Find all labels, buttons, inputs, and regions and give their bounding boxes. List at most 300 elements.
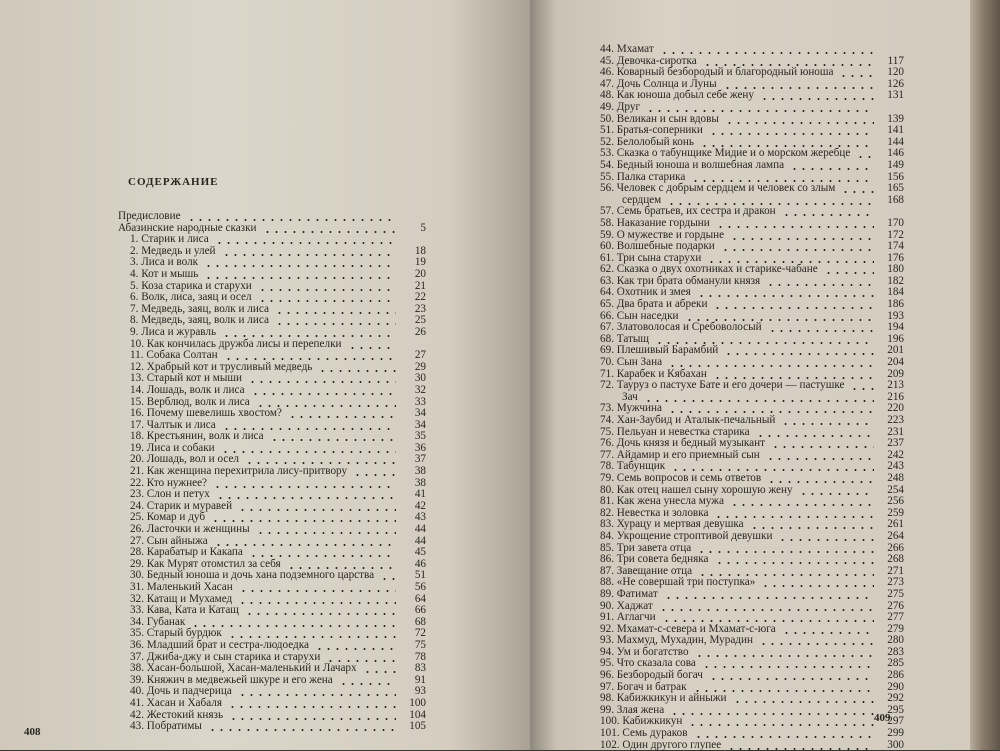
toc-entry-page: 41 <box>414 488 426 501</box>
toc-entry-page: 120 <box>887 66 904 79</box>
toc-entry <box>118 663 426 675</box>
leader-dots <box>222 335 396 337</box>
leader-dots <box>256 532 396 534</box>
toc-entry-page: 18 <box>414 244 426 257</box>
toc-entry-title: 47. Дочь Солнца и Луны <box>600 77 717 90</box>
leader-dots <box>318 370 396 372</box>
toc-entry-title: 13. Старый кот и мыши <box>130 372 242 385</box>
toc-entry-page: 172 <box>887 228 904 241</box>
toc-entry-title: 21. Как женщина перехитрила лису-притвору <box>130 465 348 478</box>
leader-dots <box>695 655 874 657</box>
toc-entry-page: 264 <box>887 529 904 542</box>
toc-entry-page: 273 <box>887 576 904 589</box>
leader-dots <box>766 284 874 286</box>
toc-entry-title: 73. Мужчина <box>600 402 662 415</box>
toc-entry-title: 63. Как три брата обманули князя <box>600 274 761 287</box>
leader-dots <box>709 678 874 680</box>
toc-entry-title: 16. Почему шевелишь хвостом? <box>130 407 282 420</box>
toc-entry <box>600 529 904 543</box>
toc-entry-title: 79. Семь вопросов и семь ответов <box>600 471 762 484</box>
toc-entry-page: 144 <box>887 135 904 148</box>
leader-dots <box>768 330 874 332</box>
toc-entry-title: 3. Лиса и волк <box>130 256 199 269</box>
toc-entry-title: 24. Старик и муравей <box>130 499 233 512</box>
toc-entry-title: 28. Карабатыр и Какапа <box>130 546 243 559</box>
toc-entry-page: 45 <box>414 546 426 559</box>
toc-entry-title: 10. Как кончилась дружба лисы и перепелки <box>130 337 342 350</box>
contents-heading: СОДЕРЖАНИЕ <box>128 176 219 188</box>
leader-dots <box>224 358 396 360</box>
toc-entry <box>600 587 904 601</box>
leader-dots <box>778 539 874 541</box>
page-number-right: 409 <box>874 712 891 724</box>
toc-entry-page: 209 <box>887 367 904 380</box>
toc-entry-page: 126 <box>887 77 904 90</box>
toc-entry <box>600 158 904 172</box>
toc-entry-title: 54. Бедный юноша и волшебная лампа <box>600 158 785 171</box>
toc-entry-title: 84. Укрощение строптивой девушки <box>600 529 773 542</box>
toc-entry-title: 81. Как жена унесла мужа <box>600 495 724 508</box>
toc-entry-title: 91. Аглагчи <box>600 611 656 624</box>
toc-entry-title: 98. Кабижкикун и айныжи <box>600 692 727 705</box>
toc-entry-title: 78. Табунщик <box>600 460 666 473</box>
leader-dots <box>229 718 396 720</box>
leader-dots <box>725 122 874 124</box>
toc-entry-title: 72. Тауруз о пастухе Бате и его дочери — пастушке <box>600 379 845 392</box>
toc-entry-title: 37. Джиба-джу и сын старика и старухи <box>130 650 321 663</box>
leader-dots <box>204 277 396 279</box>
toc-entry-page: 165 <box>887 182 904 195</box>
toc-entry-page: 243 <box>887 460 904 473</box>
toc-entry-page: 83 <box>414 662 426 675</box>
toc-entry-title: Предисловие <box>118 210 181 222</box>
toc-entry-page: 44 <box>414 523 426 536</box>
toc-entry-page: 91 <box>414 673 426 686</box>
toc-entry-page: 105 <box>409 720 426 733</box>
toc-entry-page: 23 <box>414 302 426 315</box>
toc-entry-page: 25 <box>414 314 426 327</box>
toc-entry-page: 93 <box>414 685 426 698</box>
toc-entry-title: 48. Как юноша добыл себе жену <box>600 89 754 102</box>
toc-entry-page: 5 <box>420 221 426 234</box>
toc-entry-page: 22 <box>414 291 426 304</box>
toc-entry-page: 33 <box>414 395 426 408</box>
toc-entry-title: 1. Старик и лиса <box>130 233 209 246</box>
toc-entry-page: 38 <box>414 476 426 489</box>
toc-entry-title: 18. Крестьянин, волк и лиса <box>130 430 264 443</box>
leader-dots <box>204 265 396 267</box>
leader-dots <box>239 590 396 592</box>
toc-entry-title: 33. Кава, Ката и Катащ <box>130 604 239 617</box>
toc-entry-title: 66. Сын наседки <box>600 309 679 322</box>
toc-entry-page: 196 <box>887 332 904 345</box>
leader-dots <box>759 643 874 645</box>
leader-dots <box>263 231 396 233</box>
toc-entry-page: 156 <box>887 170 904 183</box>
toc-entry-page: 204 <box>887 356 904 369</box>
toc-entry-page: 149 <box>887 158 904 171</box>
toc-entry-title: 27. Сын айныжа <box>130 534 208 547</box>
toc-entry-title: 42. Жестокий князь <box>130 708 224 721</box>
toc-entry-page: 256 <box>887 495 904 508</box>
toc-entry-page: 268 <box>887 553 904 566</box>
leader-dots <box>715 562 874 564</box>
toc-entry <box>600 356 904 369</box>
leader-dots <box>790 168 874 170</box>
toc-entry <box>118 385 426 397</box>
toc-entry-page: 46 <box>414 557 426 570</box>
toc-entry-title: 80. Как отец нашел сыну хорошую жену <box>600 483 793 496</box>
toc-entry-title: 31. Маленький Хасан <box>130 581 233 593</box>
leader-dots <box>702 666 874 668</box>
toc-entry <box>118 269 426 281</box>
leader-dots <box>315 648 396 650</box>
toc-entry-page: 51 <box>414 569 426 582</box>
toc-entry-title: 26. Ласточки и женщины <box>130 523 250 536</box>
toc-entry <box>600 471 904 485</box>
leader-dots <box>771 446 874 448</box>
toc-entry-title: 55. Палка старика <box>600 170 686 183</box>
leader-dots <box>187 219 396 221</box>
leader-dots <box>730 504 874 506</box>
toc-entry-title: 46. Коварный безбородый и благородный юноша <box>600 66 834 79</box>
toc-entry-title: 67. Златоволосая и Сребоволосый <box>600 321 762 334</box>
leader-dots <box>668 365 874 367</box>
leader-dots <box>760 98 874 100</box>
toc-entry-title: 51. Братья-соперники <box>600 124 703 137</box>
leader-dots <box>238 509 396 511</box>
toc-entry <box>118 466 426 478</box>
toc-entry-page: 193 <box>887 309 904 322</box>
toc-entry-page: 117 <box>887 54 904 67</box>
toc-entry-title: 68. Татыщ <box>600 332 650 345</box>
toc-entry-title: 99. Злая жена <box>600 703 665 716</box>
toc-entry <box>600 379 904 392</box>
leader-dots <box>856 156 874 158</box>
toc-entry-page: 280 <box>887 634 904 647</box>
leader-dots <box>839 75 874 77</box>
leader-dots <box>782 214 874 216</box>
toc-entry-page: 42 <box>414 499 426 512</box>
toc-entry-title: 12. Храбрый кот и трусливый медведь <box>130 360 313 373</box>
toc-entry-title: 2. Медведь и улей <box>130 244 216 257</box>
toc-entry-title: 45. Девочка-сиротка <box>600 54 697 67</box>
leader-dots <box>799 493 874 495</box>
leader-dots <box>380 578 396 580</box>
toc-entry-title: 15. Верблюд, волк и лиса <box>130 395 250 408</box>
leader-dots <box>841 191 874 193</box>
toc-entry-title: 85. Три завета отца <box>600 541 692 554</box>
toc-entry-title: 40. Дочь и падчерица <box>130 685 232 698</box>
toc-entry-title: 19. Лиса и собаки <box>130 441 215 454</box>
toc-entry-title: 62. Сказка о двух охотниках и старике-чабане <box>600 263 818 276</box>
toc-entry-page: 275 <box>887 587 904 600</box>
toc-entry-title: 102. Один другого глупее <box>600 738 722 751</box>
book-edge <box>970 0 1000 750</box>
toc-entry-title: 77. Айдамир и его приемный сын <box>600 448 760 461</box>
toc-entry-page: 75 <box>414 638 426 651</box>
toc-entry-title: 41. Хасан и Хабаля <box>130 696 222 709</box>
toc-entry-page: 213 <box>887 379 904 392</box>
toc-entry-page: 259 <box>887 506 904 519</box>
toc-entry-title: 49. Друг <box>600 100 641 113</box>
toc-entry-page: 20 <box>414 267 426 280</box>
page-number-left: 408 <box>24 726 41 738</box>
toc-entry <box>118 640 426 652</box>
leader-dots <box>733 701 874 703</box>
toc-entry-page: 43 <box>414 511 426 524</box>
leader-dots <box>688 724 874 726</box>
leader-dots <box>824 272 874 274</box>
toc-entry-page: 283 <box>887 645 904 658</box>
toc-entry-page: 290 <box>887 680 904 693</box>
toc-entry-title: 57. Семь братьев, их сестра и дракон <box>600 205 776 218</box>
toc-entry-page: 176 <box>887 251 904 264</box>
leader-dots <box>767 481 874 483</box>
toc-entry-title: 7. Медведь, заяц, волк и лиса <box>130 302 269 315</box>
toc-entry <box>600 182 904 195</box>
leader-dots <box>339 683 396 685</box>
toc-entry-page: 32 <box>414 383 426 396</box>
leader-dots <box>716 226 874 228</box>
toc-entry-title: 97. Богач и батрак <box>600 680 687 693</box>
toc-entry-page: 300 <box>887 738 904 751</box>
toc-entry-title: 89. Фатимат <box>600 587 658 600</box>
toc-entry <box>600 495 904 508</box>
toc-entry-title: 82. Невестка и золовка <box>600 506 709 519</box>
toc-entry-title: 101. Семь дураков <box>600 727 688 740</box>
toc-entry <box>600 124 904 137</box>
toc-entry-title: 35. Старый бурдюк <box>130 627 222 640</box>
toc-entry <box>600 240 904 253</box>
leader-dots <box>664 597 874 599</box>
toc-entry-page: 285 <box>887 657 904 670</box>
toc-entry-title: 9. Лиса и журавль <box>130 325 217 338</box>
toc-list-left <box>118 211 426 733</box>
toc-entry-title: 92. Мхамат-с-севера и Мхамат-с-юга <box>600 622 776 635</box>
toc-entry-page: 64 <box>414 592 426 605</box>
toc-entry-page: 21 <box>414 279 426 292</box>
toc-entry <box>118 408 426 420</box>
toc-entry-page: 72 <box>414 627 426 640</box>
leader-dots <box>221 451 396 453</box>
toc-entry-page: 286 <box>887 669 904 682</box>
leader-dots <box>216 497 396 499</box>
toc-entry <box>600 727 904 740</box>
leader-dots <box>245 613 396 615</box>
leader-dots <box>238 694 396 696</box>
toc-entry <box>600 553 904 566</box>
toc-entry-page: 37 <box>414 453 426 466</box>
leader-dots <box>249 555 396 557</box>
toc-entry-page: 104 <box>409 708 426 721</box>
leader-dots <box>697 295 874 297</box>
toc-entry-page: 186 <box>887 298 904 311</box>
toc-entry-title: 30. Бедный юноша и дочь хана подземного царства <box>130 569 375 582</box>
leader-dots <box>670 713 874 715</box>
toc-entry-title: Зач <box>622 390 638 403</box>
leader-dots <box>721 249 874 251</box>
toc-entry <box>600 298 904 311</box>
toc-entry-title: сердцем <box>622 193 662 206</box>
toc-entry-title: 87. Завещание отца <box>600 564 693 577</box>
leader-dots <box>756 435 874 437</box>
toc-entry-page: 44 <box>414 534 426 547</box>
toc-entry-title: 61. Три сына старухи <box>600 251 702 264</box>
toc-entry-page: 242 <box>887 448 904 461</box>
toc-entry-page: 38 <box>414 465 426 478</box>
toc-entry-page: 184 <box>887 286 904 299</box>
toc-entry <box>118 698 426 710</box>
leader-dots <box>191 625 396 627</box>
leader-dots <box>222 254 396 256</box>
leader-dots <box>724 353 874 355</box>
toc-entry-title: 86. Три совета бедняка <box>600 553 709 566</box>
toc-entry-title: 56. Человек с добрым сердцем и человек со злым <box>600 182 836 195</box>
leader-dots <box>238 602 396 604</box>
toc-entry-page: 139 <box>887 112 904 125</box>
toc-entry-title: 70. Сын Зана <box>600 356 663 369</box>
toc-entry <box>600 669 904 682</box>
leader-dots <box>644 400 874 402</box>
leader-dots <box>251 393 396 395</box>
toc-entry-title: 96. Безбородый богач <box>600 669 703 682</box>
toc-entry-page: 29 <box>414 360 426 373</box>
leader-dots <box>782 632 874 634</box>
toc-entry-page: 194 <box>887 321 904 334</box>
leader-dots <box>766 458 874 460</box>
toc-entry <box>118 524 426 536</box>
toc-entry <box>118 350 426 362</box>
toc-entry <box>600 89 904 102</box>
toc-entry-title: 25. Комар и дуб <box>130 511 206 524</box>
toc-entry-page: 216 <box>887 390 904 403</box>
toc-entry <box>600 102 900 114</box>
toc-entry-page: 168 <box>887 193 904 206</box>
toc-entry-page: 277 <box>887 611 904 624</box>
toc-entry <box>600 216 904 230</box>
toc-entry-page: 279 <box>887 622 904 635</box>
toc-entry-page: 276 <box>887 599 904 612</box>
leader-dots <box>697 551 874 553</box>
toc-entry-title: 75. Пельуан и невестка старика <box>600 425 750 438</box>
leader-dots <box>258 300 396 302</box>
toc-entry-title: 69. Плешивый Барамбий <box>600 344 719 357</box>
toc-entry-page: 170 <box>887 216 904 229</box>
toc-entry <box>118 721 426 733</box>
toc-entry-title: 60. Волшебные подарки <box>600 240 715 253</box>
toc-entry-title: 17. Чалтык и лиса <box>130 418 216 431</box>
toc-entry-title: 58. Наказание гордыни <box>600 216 710 229</box>
toc-entry-page: 66 <box>414 604 426 617</box>
toc-entry-title: 4. Кот и мышь <box>130 267 199 280</box>
toc-entry-page: 68 <box>414 615 426 628</box>
toc-entry-title: 38. Хасан-большой, Хасан-маленький и Лачарх <box>130 662 357 675</box>
toc-entry-page: 34 <box>414 407 426 420</box>
toc-entry <box>118 292 426 304</box>
toc-entry-page: 146 <box>887 147 904 160</box>
leader-dots <box>662 620 874 622</box>
leader-dots <box>727 748 874 750</box>
leader-dots <box>275 323 396 325</box>
leader-dots <box>270 439 396 441</box>
toc-entry-title: 59. О мужестве и гордыне <box>600 228 725 241</box>
toc-entry-title: 6. Волк, лиса, заяц и осел <box>130 291 252 304</box>
toc-entry <box>118 582 426 594</box>
toc-entry-title: 50. Великан и сын вдовы <box>600 112 719 125</box>
toc-entry-page: 292 <box>887 692 904 705</box>
toc-entry-title: 94. Ум и богатство <box>600 645 689 658</box>
toc-entry-page: 220 <box>887 402 904 415</box>
toc-entry-page: 27 <box>414 349 426 362</box>
toc-entry-title: 34. Губанак <box>130 615 186 628</box>
toc-entry-title: 83. Хурацу и мертвая девушка <box>600 518 744 531</box>
leader-dots <box>709 133 874 135</box>
toc-entry-page: 36 <box>414 441 426 454</box>
toc-entry-page: 100 <box>409 696 426 709</box>
toc-entry-title: 44. Мхамат <box>600 43 654 55</box>
toc-entry-page: 30 <box>414 372 426 385</box>
leader-dots <box>275 312 396 314</box>
toc-entry-page: 223 <box>887 414 904 426</box>
leader-dots <box>228 706 396 708</box>
toc-entry <box>118 211 426 223</box>
toc-entry-page: 131 <box>887 89 904 102</box>
toc-entry-page: 237 <box>887 437 904 450</box>
leader-dots <box>646 110 874 112</box>
leader-dots <box>248 381 396 383</box>
toc-entry-page: 35 <box>414 430 426 443</box>
leader-dots <box>713 307 874 309</box>
toc-entry-page: 180 <box>887 263 904 276</box>
toc-entry-title: 64. Охотник и змея <box>600 286 691 299</box>
leader-dots <box>363 671 396 673</box>
toc-entry-title: 11. Собака Солтан <box>130 349 218 362</box>
leader-dots <box>288 416 396 418</box>
toc-entry-title: 5. Коза старика и старухи <box>130 279 252 292</box>
toc-entry-title: 29. Как Мурят отомстил за себя <box>130 557 281 570</box>
toc-entry-page: 295 <box>887 703 904 716</box>
toc-entry-page: 174 <box>887 240 904 253</box>
leader-dots <box>850 388 874 390</box>
toc-entry <box>600 414 904 427</box>
toc-entry-title: 100. Кабижкикун <box>600 715 683 728</box>
leader-dots <box>213 486 396 488</box>
toc-entry-title: 52. Белолобый конь <box>600 135 694 148</box>
toc-entry-page: 261 <box>887 518 904 531</box>
toc-entry-page: 254 <box>887 483 904 496</box>
toc-list-right <box>600 43 904 751</box>
toc-entry-title: Абазинские народные сказки <box>118 221 257 234</box>
toc-entry <box>600 738 904 751</box>
toc-entry-title: 14. Лошадь, волк и лиса <box>130 383 245 396</box>
toc-entry-title: 88. «Не совершай три поступка» <box>600 576 756 589</box>
toc-entry-title: 71. Карабек и Кябахан <box>600 367 707 380</box>
toc-entry-title: 90. Хаджат <box>600 599 653 612</box>
toc-entry <box>118 327 426 339</box>
toc-entry-title: 20. Лошадь, вол и осел <box>130 453 239 466</box>
toc-entry-page: 297 <box>887 715 904 728</box>
toc-entry-page: 19 <box>414 256 426 269</box>
leader-dots <box>660 52 874 54</box>
toc-entry-page: 182 <box>887 274 904 287</box>
toc-entry-title: 93. Махмуд, Мухадин, Мурадин <box>600 634 753 647</box>
toc-entry-page: 248 <box>887 471 904 484</box>
leader-dots <box>215 242 396 244</box>
toc-entry-page: 34 <box>414 418 426 431</box>
toc-entry-page: 201 <box>887 344 904 357</box>
leader-dots <box>353 474 396 476</box>
